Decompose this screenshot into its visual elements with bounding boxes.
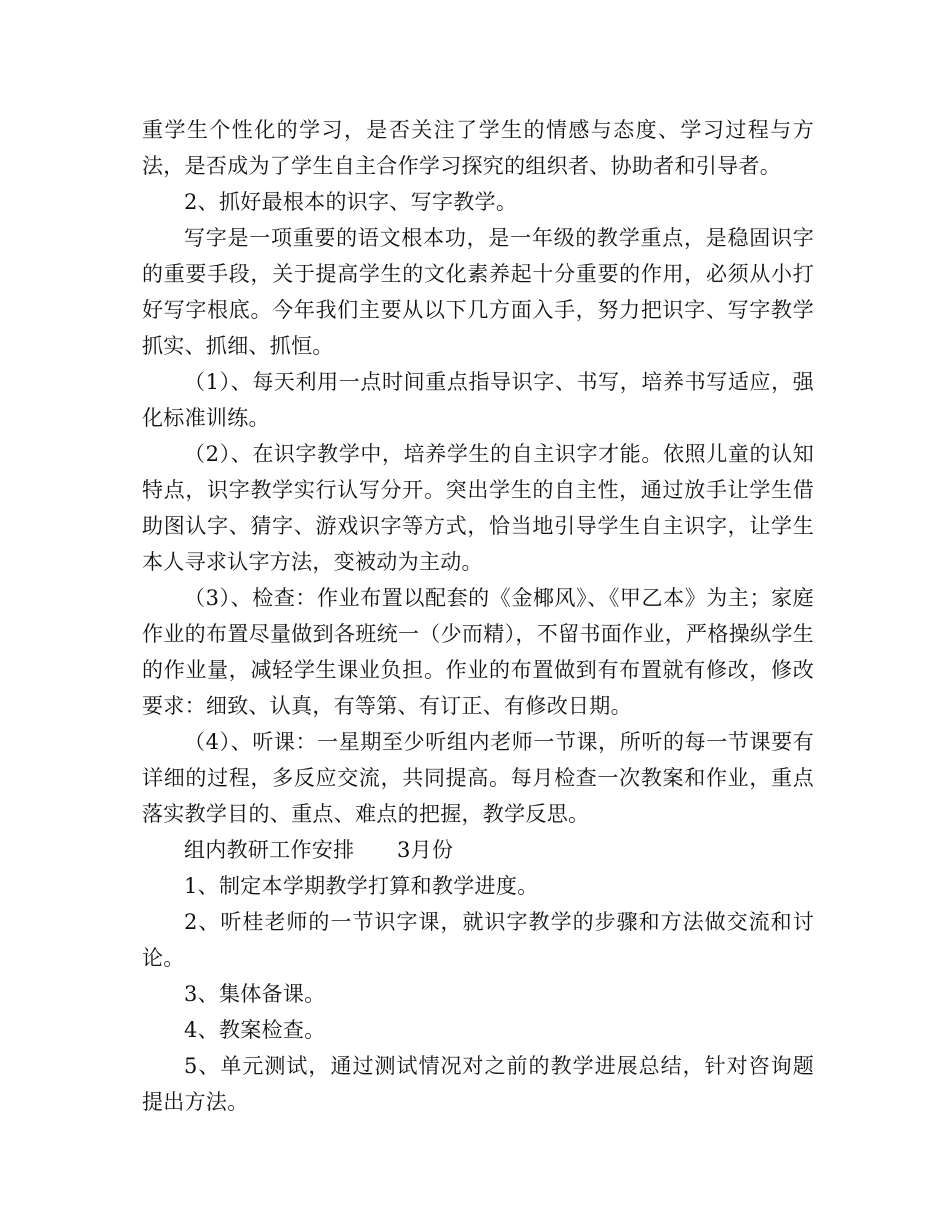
paragraph-schedule-item-2: 2、听桂老师的一节识字课，就识字教学的步骤和方法做交流和讨论。 bbox=[142, 910, 814, 970]
paragraph-continuation: 重学生个性化的学习，是否关注了学生的情感与态度、学习过程与方法，是否成为了学生自主合作学习探究的组织者、协助者和引导者。 bbox=[142, 118, 814, 178]
paragraph-schedule-heading: 组内教研工作安排 3月份 bbox=[184, 838, 454, 862]
paragraph-writing-intro: 写字是一项重要的语文根本功，是一年级的教学重点，是稳固识字的重要手段，关于提高学生的文化素养起十分重要的作用，必须从小打好写字根底。今年我们主要从以下几方面入手，努力把识字、写字教学抓实、抓细、抓恒。 bbox=[142, 226, 814, 358]
paragraph-section-heading: 2、抓好最根本的识字、写字教学。 bbox=[184, 190, 518, 214]
paragraph-schedule-item-1: 1、制定本学期教学打算和教学进度。 bbox=[184, 874, 539, 898]
paragraph-item-2: （2）、在识字教学中，培养学生的自主识字才能。依照儿童的认知特点，识字教学实行认写分开。突出学生的自主性，通过放手让学生借助图认字、猜字、游戏识字等方式，恰当地引导学生自主识字，让学生本人寻求认字方法，变被动为主动。 bbox=[142, 442, 814, 574]
paragraph-schedule-item-4: 4、教案检查。 bbox=[184, 1018, 326, 1042]
document-body bbox=[142, 112, 814, 1120]
paragraph-item-4: （4）、听课：一星期至少听组内老师一节课，所听的每一节课要有详细的过程，多反应交流，共同提高。每月检查一次教案和作业，重点落实教学目的、重点、难点的把握，教学反思。 bbox=[142, 730, 814, 826]
paragraph-item-1: （1）、每天利用一点时间重点指导识字、书写，培养书写适应，强化标准训练。 bbox=[142, 370, 814, 430]
paragraph-schedule-item-5: 5、单元测试，通过测试情况对之前的教学进展总结，针对咨询题提出方法。 bbox=[142, 1054, 814, 1114]
paragraph-schedule-item-3: 3、集体备课。 bbox=[184, 982, 326, 1006]
paragraph-item-3: （3）、检查：作业布置以配套的《金椰风》、《甲乙本》为主；家庭作业的布置尽量做到各班统一（少而精），不留书面作业，严格操纵学生的作业量，减轻学生课业负担。作业的布置做到有布置就有修改，修改要求：细致、认真，有等第、有订正、有修改日期。 bbox=[142, 586, 814, 718]
